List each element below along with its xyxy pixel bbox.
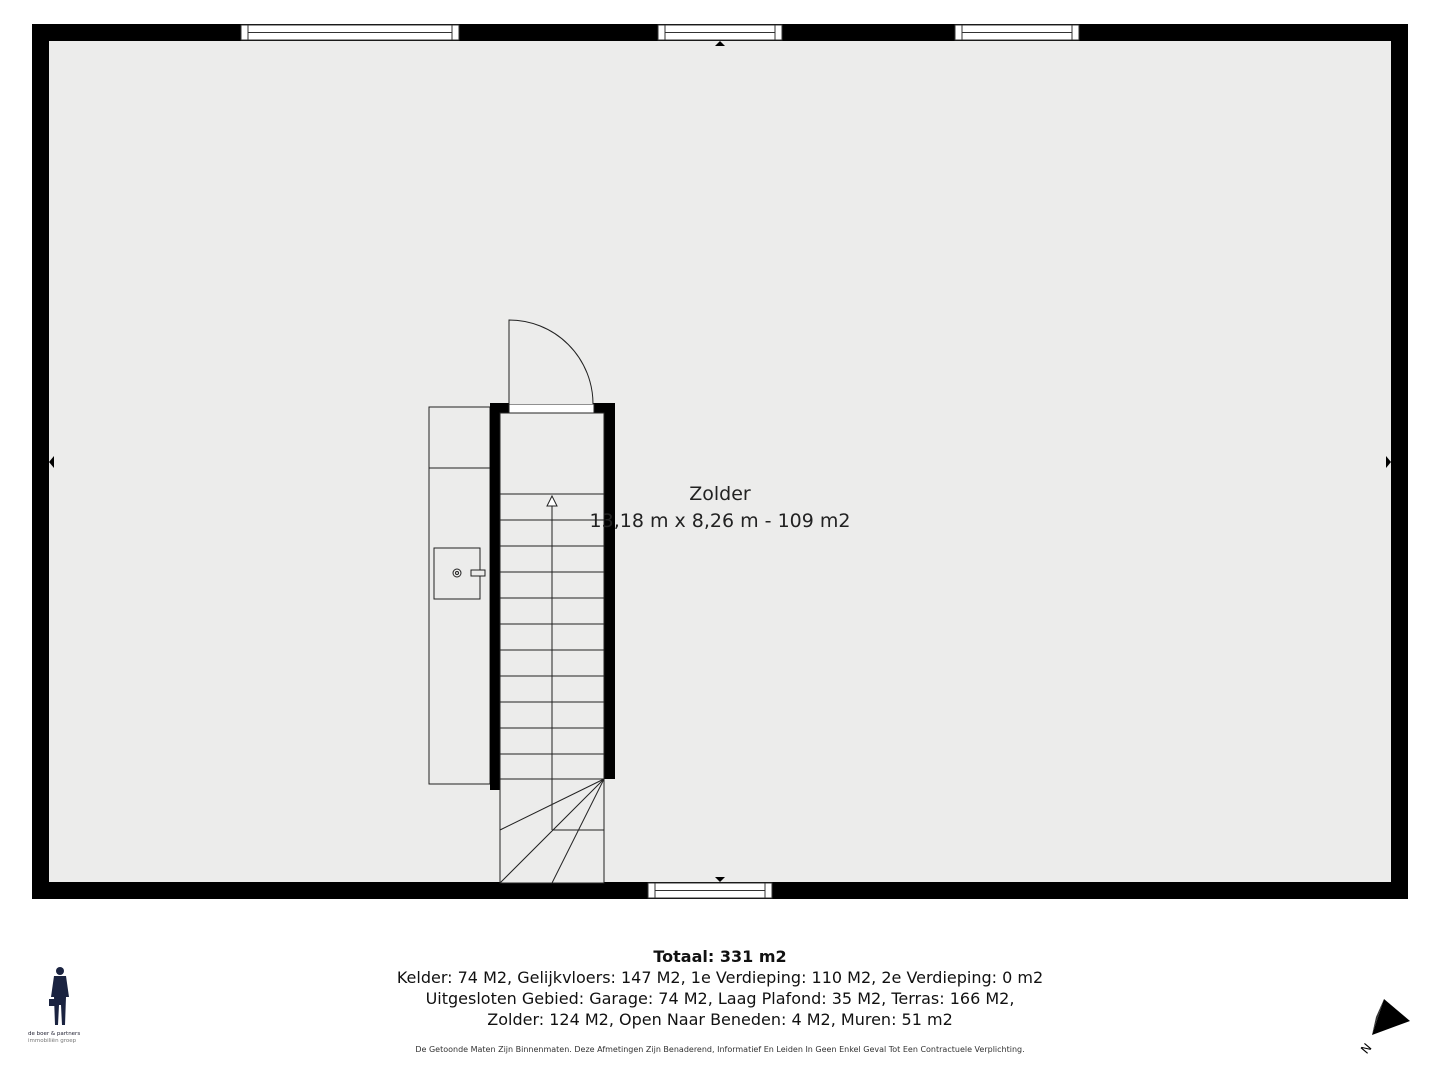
compass-label: N bbox=[1358, 1040, 1375, 1057]
window-top-3 bbox=[955, 25, 1079, 40]
wall-left bbox=[32, 24, 49, 899]
total-area: Totaal: 331 m2 bbox=[653, 947, 787, 966]
area-breakdown-line-3: Zolder: 124 M2, Open Naar Beneden: 4 M2, Muren: 51 m2 bbox=[487, 1010, 953, 1029]
logo-text bbox=[28, 1031, 92, 1045]
stair-wall-right bbox=[604, 403, 615, 779]
disclaimer: De Getoonde Maten Zijn Binnenmaten. Deze Afmetingen Zijn Benaderend, Informatief En Leiden In Geen Enkel Geval Tot Een Contractuele Verplichting. bbox=[415, 1045, 1025, 1054]
room-dimensions: 13,18 m x 8,26 m - 109 m2 bbox=[589, 510, 851, 532]
window-bottom bbox=[648, 883, 772, 898]
area-breakdown-line-2: Uitgesloten Gebied: Garage: 74 M2, Laag Plafond: 35 M2, Terras: 166 M2, bbox=[425, 989, 1015, 1008]
room-name: Zolder bbox=[689, 483, 751, 505]
wall-right bbox=[1391, 24, 1408, 899]
logo-name: de boer & partners bbox=[28, 1031, 81, 1037]
floor-area bbox=[48, 40, 1392, 883]
window-top-1 bbox=[241, 25, 459, 40]
window-top-2 bbox=[658, 25, 782, 40]
stair-wall-left bbox=[490, 403, 500, 790]
logo-tagline: immobiliën groep bbox=[28, 1038, 77, 1044]
area-breakdown-line-1: Kelder: 74 M2, Gelijkvloers: 147 M2, 1e Verdieping: 110 M2, 2e Verdieping: 0 m2 bbox=[396, 968, 1044, 987]
sink-icon bbox=[434, 548, 485, 599]
door-frame bbox=[509, 404, 594, 413]
compass-icon bbox=[1352, 995, 1416, 1059]
